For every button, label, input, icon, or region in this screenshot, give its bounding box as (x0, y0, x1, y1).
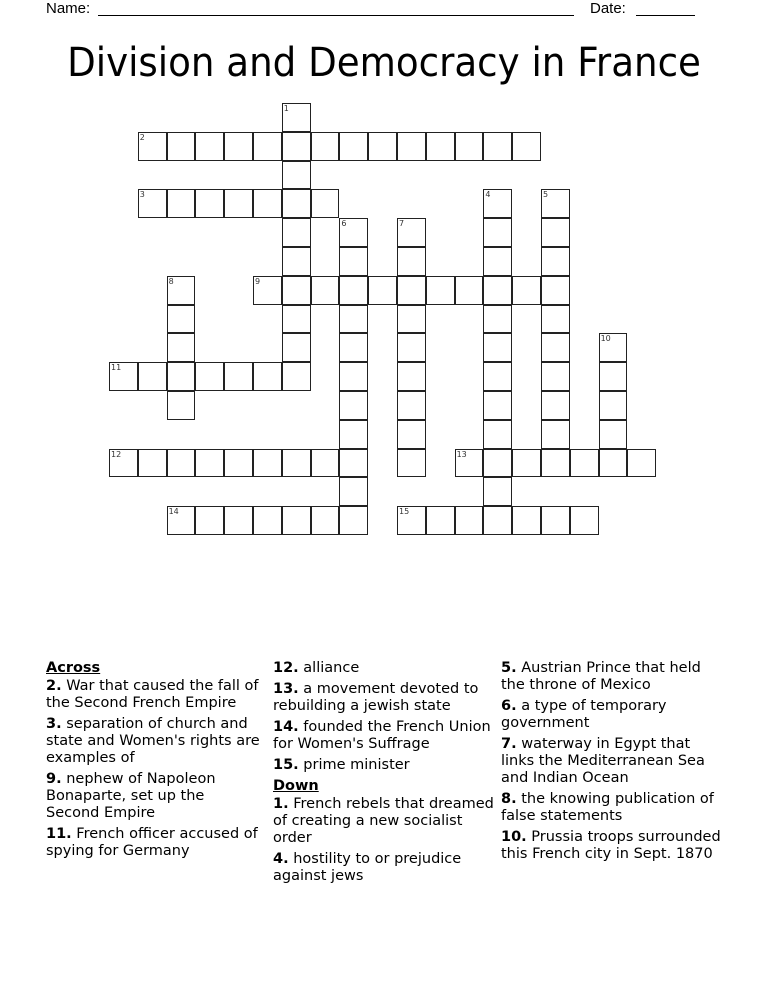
crossword-cell[interactable] (541, 218, 570, 247)
crossword-cell[interactable] (253, 506, 282, 535)
clue-down-7 (501, 736, 726, 787)
crossword-cell[interactable] (541, 276, 570, 305)
cell-number: 6 (341, 219, 347, 229)
page-title: Division and Democracy in France (67, 40, 701, 86)
crossword-cell[interactable] (167, 189, 196, 218)
cell-number: 15 (399, 507, 410, 517)
clue-across-15 (273, 757, 495, 774)
crossword-cell[interactable] (512, 449, 541, 478)
clue-down-1 (273, 796, 495, 847)
crossword-cell[interactable] (426, 506, 455, 535)
crossword-cell[interactable] (339, 276, 368, 305)
crossword-cell[interactable] (483, 477, 512, 506)
clue-across-12 (273, 660, 495, 677)
cell-number: 9 (255, 276, 261, 286)
clue-text: French officer accused of spying for Germany (46, 826, 258, 859)
crossword-cell[interactable] (483, 333, 512, 362)
cell-number: 11 (111, 363, 122, 373)
crossword-cell[interactable] (311, 132, 340, 161)
crossword-cell[interactable] (397, 247, 426, 276)
crossword-cell[interactable] (282, 276, 311, 305)
clue-across-2 (46, 678, 261, 712)
clue-number: 7. (501, 736, 517, 752)
crossword-cell[interactable] (282, 305, 311, 334)
crossword-cell[interactable] (455, 506, 484, 535)
crossword-cell[interactable] (282, 247, 311, 276)
clue-text: a movement devoted to rebuilding a jewish state (273, 681, 479, 714)
cell-number: 1 (283, 104, 289, 113)
cell-number: 14 (168, 507, 179, 517)
crossword-cell[interactable] (311, 449, 340, 478)
clues-column-2 (273, 660, 495, 889)
cell-number: 8 (168, 276, 174, 286)
cell-number: 10 (600, 334, 611, 344)
crossword-cell[interactable] (599, 420, 628, 449)
date-label: Date: (590, 0, 626, 17)
clue-text: nephew of Napoleon Bonaparte, set up the Second Empire (46, 771, 216, 821)
clue-down-10 (501, 829, 726, 863)
crossword-cell[interactable] (483, 276, 512, 305)
clue-text: founded the French Union for Women's Suffrage (273, 719, 491, 752)
crossword-cell[interactable] (483, 420, 512, 449)
crossword-cell[interactable] (483, 391, 512, 420)
crossword-cell[interactable] (311, 189, 340, 218)
clue-text: Prussia troops surrounded this French city in Sept. 1870 (501, 829, 721, 862)
crossword-cell[interactable] (224, 132, 253, 161)
clue-number: 12. (273, 660, 299, 676)
clues-column-3 (501, 660, 726, 867)
clue-text: hostility to or prejudice against jews (273, 851, 462, 884)
crossword-cell[interactable] (195, 362, 224, 391)
clue-down-6 (501, 698, 726, 732)
crossword-cell[interactable] (397, 276, 426, 305)
crossword-cell[interactable] (397, 449, 426, 478)
crossword-cell[interactable] (282, 449, 311, 478)
crossword-cell[interactable] (483, 189, 512, 218)
crossword-cell[interactable] (167, 132, 196, 161)
cell-number: 3 (139, 190, 145, 200)
crossword-cell[interactable] (368, 276, 397, 305)
clue-number: 9. (46, 771, 62, 787)
crossword-cell[interactable] (282, 189, 311, 218)
crossword-cell[interactable] (311, 276, 340, 305)
clue-number: 1. (273, 796, 289, 812)
crossword-cell[interactable] (339, 247, 368, 276)
clue-number: 10. (501, 829, 527, 845)
clue-text: the knowing publication of false statements (501, 791, 714, 824)
crossword-cell[interactable] (109, 362, 138, 391)
crossword-cell[interactable] (224, 362, 253, 391)
clue-number: 15. (273, 757, 299, 773)
crossword-cell[interactable] (253, 362, 282, 391)
crossword-cell[interactable] (455, 132, 484, 161)
name-label: Name: (46, 0, 91, 17)
crossword-cell[interactable] (339, 362, 368, 391)
crossword-cell[interactable] (483, 247, 512, 276)
crossword-cell[interactable] (541, 189, 570, 218)
crossword-cell[interactable] (167, 506, 196, 535)
crossword-cell[interactable] (167, 333, 196, 362)
crossword-cell[interactable] (368, 132, 397, 161)
crossword-cell[interactable] (339, 305, 368, 334)
clue-across-11 (46, 826, 261, 860)
clue-down-4 (273, 851, 495, 885)
crossword-cell[interactable] (541, 449, 570, 478)
crossword-cell[interactable] (253, 189, 282, 218)
clue-down-5 (501, 660, 726, 694)
crossword-cell[interactable] (397, 305, 426, 334)
crossword-cell[interactable] (339, 132, 368, 161)
crossword-cell[interactable] (167, 305, 196, 334)
crossword-cell[interactable] (195, 189, 224, 218)
cell-number: 13 (456, 449, 467, 459)
crossword-cell[interactable] (426, 132, 455, 161)
crossword-cell[interactable] (541, 333, 570, 362)
clue-text: waterway in Egypt that links the Mediterranean Sea and Indian Ocean (501, 736, 705, 786)
cell-number: 12 (111, 449, 122, 459)
crossword-cell[interactable] (253, 132, 282, 161)
clue-number: 13. (273, 681, 299, 697)
clue-number: 4. (273, 851, 289, 867)
clue-across-9 (46, 771, 261, 822)
clue-number: 3. (46, 716, 62, 732)
crossword-cell[interactable] (253, 276, 282, 305)
clue-across-14 (273, 719, 495, 753)
clue-text: War that caused the fall of the Second French Empire (46, 678, 259, 711)
cell-number: 4 (485, 190, 491, 200)
crossword-cell[interactable] (397, 362, 426, 391)
crossword-cell[interactable] (599, 362, 628, 391)
crossword-cell[interactable] (282, 103, 311, 132)
crossword-cell[interactable] (541, 305, 570, 334)
crossword-cell[interactable] (397, 333, 426, 362)
clue-text: separation of church and state and Women's rights are examples of (46, 716, 260, 766)
crossword-cell[interactable] (483, 449, 512, 478)
crossword-cell[interactable] (339, 420, 368, 449)
crossword-cell[interactable] (167, 362, 196, 391)
crossword-cell[interactable] (455, 276, 484, 305)
crossword-cell[interactable] (138, 189, 167, 218)
crossword-cell[interactable] (426, 276, 455, 305)
crossword-cell[interactable] (224, 506, 253, 535)
crossword-cell[interactable] (483, 506, 512, 535)
crossword-cell[interactable] (570, 506, 599, 535)
crossword-cell[interactable] (167, 276, 196, 305)
crossword-cell[interactable] (599, 449, 628, 478)
crossword-cell[interactable] (282, 506, 311, 535)
crossword-cell[interactable] (599, 391, 628, 420)
crossword-cell[interactable] (627, 449, 656, 478)
name-field[interactable] (98, 15, 574, 16)
clue-text: prime minister (303, 757, 410, 773)
clue-across-13 (273, 681, 495, 715)
crossword-cell[interactable] (512, 132, 541, 161)
crossword-cell[interactable] (512, 276, 541, 305)
crossword-cell[interactable] (483, 362, 512, 391)
crossword-cell[interactable] (570, 449, 599, 478)
crossword-cell[interactable] (455, 449, 484, 478)
crossword-cell[interactable] (397, 132, 426, 161)
crossword-cell[interactable] (109, 449, 138, 478)
clue-number: 8. (501, 791, 517, 807)
crossword-cell[interactable] (224, 189, 253, 218)
clue-text: Austrian Prince that held the throne of Mexico (501, 660, 701, 693)
crossword-cell[interactable] (282, 218, 311, 247)
crossword-cell[interactable] (311, 506, 340, 535)
worksheet-header (0, 0, 768, 20)
date-field[interactable] (636, 15, 695, 16)
crossword-cell[interactable] (541, 247, 570, 276)
cell-number: 5 (543, 190, 549, 200)
crossword-cell[interactable] (282, 362, 311, 391)
crossword-cell[interactable] (195, 449, 224, 478)
across-heading: Across (46, 660, 101, 676)
crossword-cell[interactable] (339, 449, 368, 478)
cell-number: 7 (399, 219, 405, 229)
crossword-cell[interactable] (282, 333, 311, 362)
crossword-cell[interactable] (138, 132, 167, 161)
crossword-cell[interactable] (483, 132, 512, 161)
crossword-cell[interactable] (397, 391, 426, 420)
crossword-cell[interactable] (282, 132, 311, 161)
crossword-cell[interactable] (541, 391, 570, 420)
clue-number: 5. (501, 660, 517, 676)
clue-number: 2. (46, 678, 62, 694)
clue-down-8 (501, 791, 726, 825)
crossword-cell[interactable] (339, 391, 368, 420)
clue-number: 14. (273, 719, 299, 735)
crossword-cell[interactable] (483, 305, 512, 334)
crossword-cell[interactable] (397, 420, 426, 449)
crossword-cell[interactable] (397, 218, 426, 247)
crossword-cell[interactable] (339, 333, 368, 362)
crossword-cell[interactable] (541, 420, 570, 449)
crossword-cell[interactable] (224, 449, 253, 478)
down-heading: Down (273, 778, 319, 794)
clue-number: 11. (46, 826, 72, 842)
crossword-cell[interactable] (339, 218, 368, 247)
crossword-cell[interactable] (253, 449, 282, 478)
crossword-cell[interactable] (195, 506, 224, 535)
clue-text: alliance (303, 660, 360, 676)
crossword-cell[interactable] (541, 506, 570, 535)
clue-number: 6. (501, 698, 517, 714)
crossword-cell[interactable] (138, 449, 167, 478)
crossword-cell[interactable] (138, 362, 167, 391)
crossword-cell[interactable] (167, 391, 196, 420)
clues-column-1 (46, 660, 261, 864)
crossword-cell[interactable] (512, 506, 541, 535)
crossword-cell[interactable] (282, 161, 311, 190)
crossword-cell[interactable] (339, 506, 368, 535)
crossword-cell[interactable] (167, 449, 196, 478)
clue-text: French rebels that dreamed of creating a new socialist order (273, 796, 494, 846)
crossword-cell[interactable] (195, 132, 224, 161)
crossword-cell[interactable] (599, 333, 628, 362)
crossword-cell[interactable] (541, 362, 570, 391)
crossword-cell[interactable] (339, 477, 368, 506)
clue-text: a type of temporary government (501, 698, 667, 731)
cell-number: 2 (139, 132, 145, 142)
crossword-cell[interactable] (397, 506, 426, 535)
clue-across-3 (46, 716, 261, 767)
crossword-cell[interactable] (483, 218, 512, 247)
